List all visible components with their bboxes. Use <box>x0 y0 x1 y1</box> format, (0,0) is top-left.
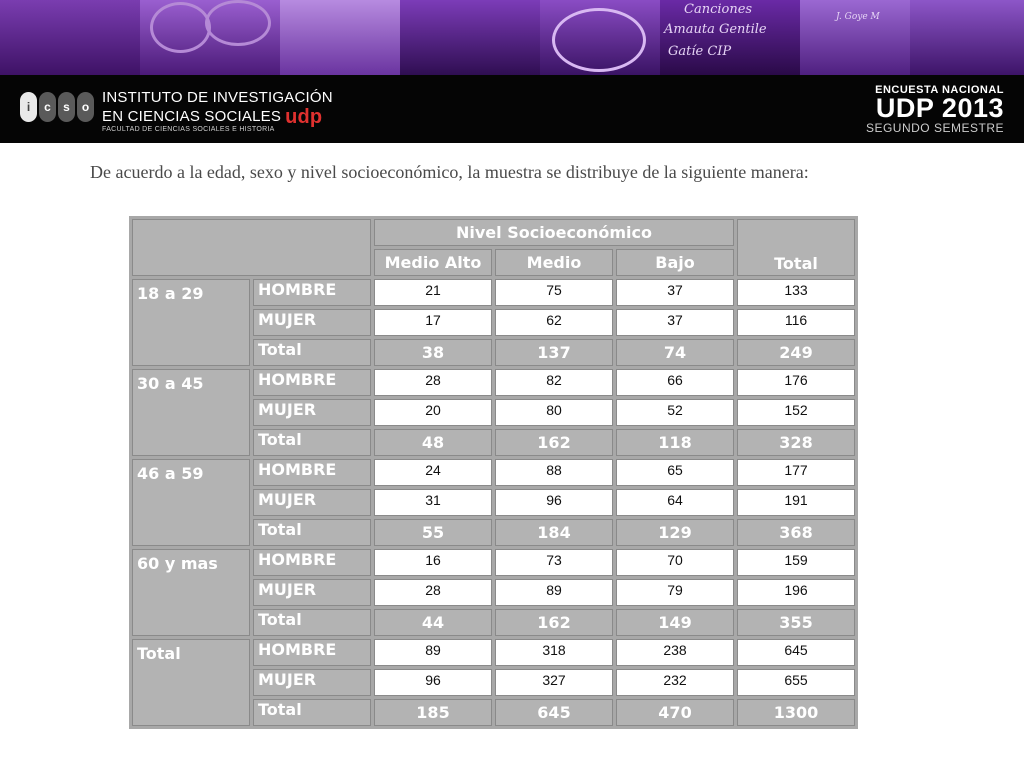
table-cell: 89 <box>374 639 492 666</box>
column-header: Bajo <box>616 249 734 276</box>
table-cell: 327 <box>495 669 613 696</box>
age-group-label: 46 a 59 <box>132 459 250 546</box>
banner-text: J. Goye M <box>836 12 880 22</box>
row-label: Total <box>253 699 371 726</box>
total-cell: 137 <box>495 339 613 366</box>
row-label: Total <box>253 609 371 636</box>
banner-decor <box>552 8 646 72</box>
table-cell: 159 <box>737 549 855 576</box>
row-label: MUJER <box>253 309 371 336</box>
table-cell: 17 <box>374 309 492 336</box>
logo-letter: c <box>39 92 56 122</box>
banner-decor <box>205 0 271 46</box>
row-label: MUJER <box>253 579 371 606</box>
total-column-header: Total <box>737 219 855 276</box>
table-cell: 52 <box>616 399 734 426</box>
banner-text: Gatíe CIP <box>668 44 732 59</box>
total-cell: 470 <box>616 699 734 726</box>
table-cell: 96 <box>495 489 613 516</box>
row-label: HOMBRE <box>253 639 371 666</box>
age-group-label: 60 y mas <box>132 549 250 636</box>
table-cell: 37 <box>616 309 734 336</box>
table-cell: 28 <box>374 369 492 396</box>
total-cell: 185 <box>374 699 492 726</box>
table-cell: 73 <box>495 549 613 576</box>
table-corner <box>132 219 371 276</box>
table-row <box>132 279 855 306</box>
total-cell: 38 <box>374 339 492 366</box>
udp-logo: udp <box>285 106 323 128</box>
age-group-label: Total <box>132 639 250 726</box>
table-cell: 80 <box>495 399 613 426</box>
total-cell: 44 <box>374 609 492 636</box>
row-label: MUJER <box>253 399 371 426</box>
total-cell: 48 <box>374 429 492 456</box>
table-cell: 62 <box>495 309 613 336</box>
table-cell: 196 <box>737 579 855 606</box>
table-cell: 28 <box>374 579 492 606</box>
table-cell: 232 <box>616 669 734 696</box>
banner-decor <box>150 2 211 53</box>
institute-name: INSTITUTO DE INVESTIGACIÓN <box>102 89 333 106</box>
total-cell: 162 <box>495 609 613 636</box>
table-cell: 64 <box>616 489 734 516</box>
banner-text: Amauta Gentile <box>664 22 767 37</box>
column-header: Medio <box>495 249 613 276</box>
intro-text: De acuerdo a la edad, sexo y nivel socioeconómico, la muestra se distribuye de la siguiente manera: <box>90 162 809 182</box>
table-cell: 70 <box>616 549 734 576</box>
total-cell: 355 <box>737 609 855 636</box>
banner-text: Canciones <box>684 2 753 17</box>
age-group-label: 30 a 45 <box>132 369 250 456</box>
total-cell: 184 <box>495 519 613 546</box>
row-label: MUJER <box>253 669 371 696</box>
column-header: Medio Alto <box>374 249 492 276</box>
table-cell: 176 <box>737 369 855 396</box>
table-row <box>132 549 855 576</box>
survey-semester: SEGUNDO SEMESTRE <box>865 121 1004 135</box>
table-cell: 75 <box>495 279 613 306</box>
total-cell: 74 <box>616 339 734 366</box>
table-cell: 238 <box>616 639 734 666</box>
table-cell: 37 <box>616 279 734 306</box>
banner-photo <box>0 0 140 75</box>
table-cell: 152 <box>737 399 855 426</box>
table-cell: 191 <box>737 489 855 516</box>
row-label: MUJER <box>253 489 371 516</box>
banner-photo <box>280 0 400 75</box>
table-cell: 16 <box>374 549 492 576</box>
row-label: HOMBRE <box>253 549 371 576</box>
row-label: HOMBRE <box>253 279 371 306</box>
banner-photo <box>910 0 1024 75</box>
total-cell: 118 <box>616 429 734 456</box>
table-cell: 645 <box>737 639 855 666</box>
table-cell: 96 <box>374 669 492 696</box>
distribution-table <box>129 216 858 729</box>
table-row <box>132 639 855 666</box>
table-cell: 31 <box>374 489 492 516</box>
row-label: HOMBRE <box>253 369 371 396</box>
institute-name-text: EN CIENCIAS SOCIALES <box>102 108 282 125</box>
survey-title: UDP 2013 <box>875 93 1004 123</box>
group-header: Nivel Socioeconómico <box>374 219 734 246</box>
age-group-label: 18 a 29 <box>132 279 250 366</box>
total-cell: 162 <box>495 429 613 456</box>
table-row <box>132 459 855 486</box>
total-cell: 249 <box>737 339 855 366</box>
logo-letter: o <box>77 92 94 122</box>
row-label: HOMBRE <box>253 459 371 486</box>
icso-logo <box>20 92 96 122</box>
total-cell: 55 <box>374 519 492 546</box>
table-cell: 20 <box>374 399 492 426</box>
survey-label: ENCUESTA NACIONAL <box>875 84 1004 96</box>
total-cell: 328 <box>737 429 855 456</box>
table-cell: 66 <box>616 369 734 396</box>
table-cell: 79 <box>616 579 734 606</box>
header-banner <box>0 0 1024 75</box>
table-cell: 318 <box>495 639 613 666</box>
table-cell: 89 <box>495 579 613 606</box>
row-label: Total <box>253 429 371 456</box>
table-row <box>132 369 855 396</box>
table-cell: 24 <box>374 459 492 486</box>
total-cell: 645 <box>495 699 613 726</box>
table-cell: 655 <box>737 669 855 696</box>
table-cell: 116 <box>737 309 855 336</box>
total-cell: 1300 <box>737 699 855 726</box>
table-cell: 133 <box>737 279 855 306</box>
table-cell: 177 <box>737 459 855 486</box>
faculty-name: FACULTAD DE CIENCIAS SOCIALES E HISTORIA <box>102 126 275 133</box>
total-cell: 368 <box>737 519 855 546</box>
table-cell: 65 <box>616 459 734 486</box>
logo-letter: i <box>20 92 37 122</box>
table-cell: 21 <box>374 279 492 306</box>
logo-letter: s <box>58 92 75 122</box>
row-label: Total <box>253 339 371 366</box>
total-cell: 149 <box>616 609 734 636</box>
total-cell: 129 <box>616 519 734 546</box>
table-cell: 82 <box>495 369 613 396</box>
table-cell: 88 <box>495 459 613 486</box>
banner-photo <box>400 0 540 75</box>
row-label: Total <box>253 519 371 546</box>
